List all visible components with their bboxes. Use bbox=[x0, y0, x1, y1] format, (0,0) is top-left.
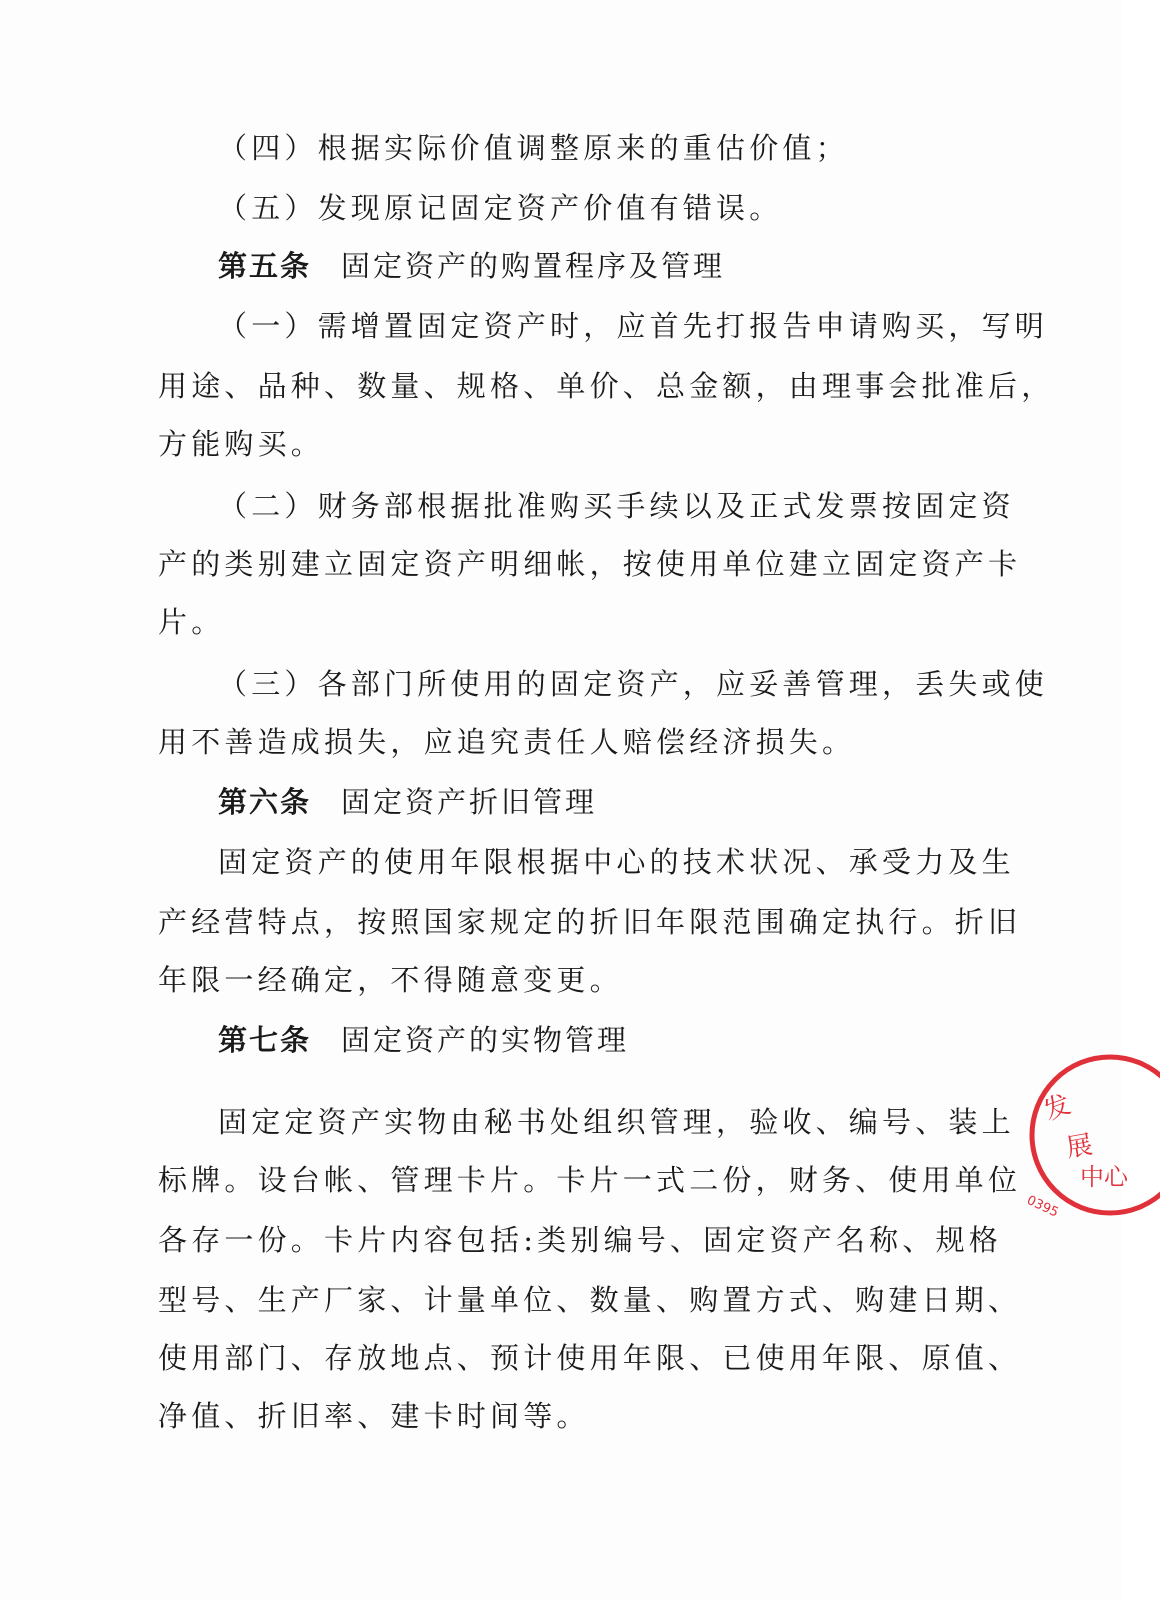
article-number: 第六条 bbox=[218, 785, 312, 819]
article-number: 第七条 bbox=[218, 1023, 312, 1057]
article-heading-5 bbox=[218, 246, 958, 286]
text-line: 使用部门、存放地点、预计使用年限、已使用年限、原值、 bbox=[158, 1341, 1022, 1375]
text-line: 固定定资产实物由秘书处组织管理，验收、编号、装上 bbox=[218, 1105, 1015, 1139]
seal-char: 展 bbox=[1064, 1129, 1095, 1164]
official-seal bbox=[1010, 1045, 1160, 1225]
text-line: 方能购买。 bbox=[158, 427, 325, 461]
text-line: （四）根据实际价值调整原来的重估价值； bbox=[218, 131, 849, 165]
article-title: 固定资产折旧管理 bbox=[341, 785, 598, 819]
seal-char: 中心 bbox=[1080, 1163, 1128, 1191]
text-line: （五）发现原记固定资产价值有错误。 bbox=[218, 191, 783, 225]
text-line: 用不善造成损失，应追究责任人赔偿经济损失。 bbox=[158, 725, 856, 759]
text-line: （二）财务部根据批准购买手续以及正式发票按固定资 bbox=[218, 489, 1015, 523]
text-line: 年限一经确定，不得随意变更。 bbox=[158, 963, 623, 997]
seal-number: 0395 bbox=[1024, 1193, 1061, 1221]
article-title: 固定资产的购置程序及管理 bbox=[341, 249, 726, 283]
article-number: 第五条 bbox=[218, 249, 312, 283]
article-title: 固定资产的实物管理 bbox=[341, 1023, 630, 1057]
seal-char: 发 bbox=[1040, 1089, 1075, 1127]
text-line: （三）各部门所使用的固定资产，应妥善管理，丢失或使 bbox=[218, 667, 1049, 701]
text-line: 各存一份。卡片内容包括:类别编号、固定资产名称、规格 bbox=[158, 1223, 1002, 1257]
article-heading-6 bbox=[218, 782, 958, 822]
text-line: 型号、生产厂家、计量单位、数量、购置方式、购建日期、 bbox=[158, 1283, 1022, 1317]
article-heading-7 bbox=[218, 1020, 958, 1060]
text-line: 片。 bbox=[158, 605, 225, 639]
text-line: （一）需增置固定资产时，应首先打报告申请购买，写明 bbox=[218, 309, 1049, 343]
text-line: 标牌。设台帐、管理卡片。卡片一式二份，财务、使用单位 bbox=[158, 1163, 1022, 1197]
text-line: 产的类别建立固定资产明细帐，按使用单位建立固定资产卡 bbox=[158, 547, 1022, 581]
text-line: 产经营特点，按照国家规定的折旧年限范围确定执行。折旧 bbox=[158, 905, 1022, 939]
text-line: 固定资产的使用年限根据中心的技术状况、承受力及生 bbox=[218, 845, 1015, 879]
text-line: 净值、折旧率、建卡时间等。 bbox=[158, 1399, 590, 1433]
text-line: 用途、品种、数量、规格、单价、总金额，由理事会批准后， bbox=[158, 369, 1055, 403]
